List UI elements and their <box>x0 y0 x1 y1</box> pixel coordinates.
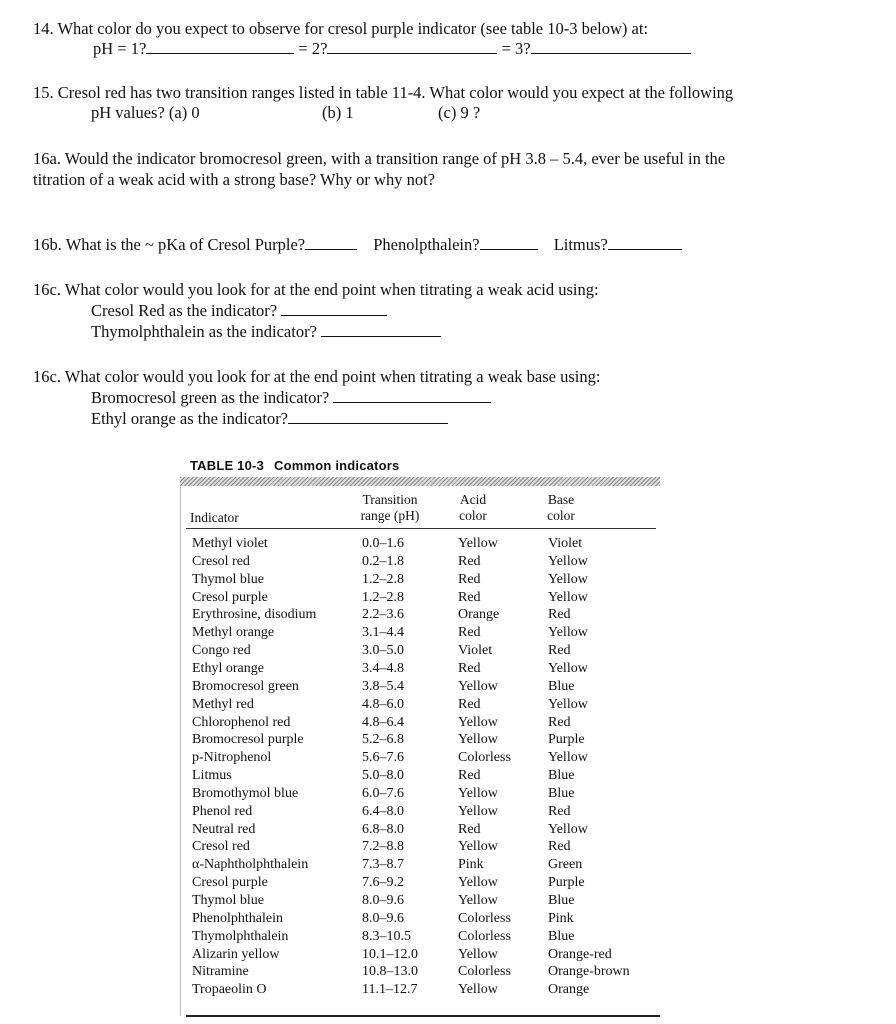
transition-range: 6.4–8.0 <box>362 803 404 819</box>
q16b-blank-2[interactable] <box>480 235 538 250</box>
transition-range: 3.4–4.8 <box>362 660 404 676</box>
table-row <box>0 821 896 839</box>
transition-range: 1.2–2.8 <box>362 571 404 587</box>
transition-range: 10.1–12.0 <box>362 946 418 962</box>
q15-c: (c) 9 ? <box>438 103 481 122</box>
q16b-litmus: Litmus? <box>553 235 608 254</box>
q16b-blank-1[interactable] <box>305 235 357 250</box>
base-color: Blue <box>548 768 575 784</box>
header-acid-1: Acid <box>459 492 487 507</box>
indicator-name: Nitramine <box>192 964 249 980</box>
q16c-acid-cresol-red <box>91 300 387 321</box>
base-color: Yellow <box>548 553 588 569</box>
q14-ph1-blank[interactable] <box>146 39 294 54</box>
acid-color: Yellow <box>458 785 498 801</box>
q14-ph2-blank[interactable] <box>327 39 497 54</box>
acid-color: Yellow <box>458 893 498 908</box>
table-row <box>0 838 896 856</box>
table-subtitle: Common indicators <box>274 458 400 473</box>
q16c-base-text: 16c. What color would you look for at the end point when titrating a weak base using: <box>33 367 601 386</box>
base-color: Blue <box>548 678 575 694</box>
acid-color: Pink <box>458 857 484 873</box>
q15-ph-values: pH values? (a) 0 <box>91 103 200 122</box>
table-row <box>0 553 896 571</box>
acid-color: Violet <box>458 643 493 659</box>
base-color: Yellow <box>548 625 588 641</box>
base-color: Red <box>548 803 571 819</box>
indicator-name: Litmus <box>192 768 232 784</box>
table-row <box>0 963 896 981</box>
indicator-name: Phenolphthalein <box>192 910 283 926</box>
base-color: Red <box>548 714 571 730</box>
indicator-name: p-Nitrophenol <box>192 750 272 766</box>
base-color: Orange-red <box>548 946 612 962</box>
table-bottom-rule <box>186 1015 660 1017</box>
q16c-acid-thymolphthalein-label: Thymolphthalein as the indicator? <box>91 322 317 341</box>
indicator-name: Thymolphthalein <box>192 928 289 944</box>
transition-range: 6.0–7.6 <box>362 785 404 801</box>
transition-range: 6.8–8.0 <box>362 821 404 837</box>
acid-color: Red <box>458 589 481 605</box>
table-row <box>0 892 896 910</box>
q16c-base-bromocresol <box>91 387 491 408</box>
table-row <box>0 571 896 589</box>
acid-color: Colorless <box>458 964 511 980</box>
acid-color: Yellow <box>458 875 498 891</box>
table-row <box>0 731 896 749</box>
q16c-base-ethyl-orange-label: Ethyl orange as the indicator? <box>91 409 289 428</box>
indicator-name: Methyl red <box>192 696 254 712</box>
transition-range: 7.3–8.7 <box>362 857 404 873</box>
indicator-name: Bromocresol purple <box>192 732 304 748</box>
indicator-name: Phenol red <box>192 803 253 819</box>
q14-ph2-label: = 2? <box>298 39 328 58</box>
table-row <box>0 696 896 714</box>
transition-range: 0.0–1.6 <box>362 536 404 551</box>
acid-color: Red <box>458 553 481 569</box>
acid-color: Colorless <box>458 750 511 766</box>
q14-ph-line <box>93 38 691 59</box>
q16b-line <box>33 234 682 255</box>
table-row <box>0 803 896 821</box>
header-acid-color <box>448 492 498 524</box>
base-color: Orange <box>548 982 590 998</box>
indicator-name: Cresol red <box>192 553 250 569</box>
indicator-name: Bromothymol blue <box>192 785 299 801</box>
base-color: Green <box>548 857 583 873</box>
transition-range: 3.8–5.4 <box>362 678 404 694</box>
table-header-band <box>180 477 660 486</box>
q16b-blank-3[interactable] <box>608 235 682 250</box>
base-color: Yellow <box>548 696 588 712</box>
q14-ph1-label: pH = 1? <box>93 39 147 58</box>
base-color: Violet <box>548 536 583 551</box>
base-color: Yellow <box>548 571 588 587</box>
transition-range: 2.2–3.6 <box>362 607 404 623</box>
base-color: Yellow <box>548 750 588 766</box>
acid-color: Colorless <box>458 928 511 944</box>
q16c-acid-thymolphthalein <box>91 321 441 342</box>
base-color: Red <box>548 607 571 623</box>
q16a-text: 16a. Would the indicator bromocresol green, with a transition range of pH 3.8 – 5.4, ever be useful in the <box>33 149 726 168</box>
table-row <box>0 767 896 785</box>
transition-range: 4.8–6.4 <box>362 714 404 730</box>
acid-color: Red <box>458 660 481 676</box>
indicator-name: Cresol purple <box>192 589 268 605</box>
indicator-name: Thymol blue <box>192 571 264 587</box>
base-color: Yellow <box>548 589 588 605</box>
base-color: Red <box>548 643 571 659</box>
table-row <box>0 785 896 803</box>
indicator-name: Neutral red <box>192 821 256 837</box>
q15-b: (b) 1 <box>322 103 354 122</box>
base-color: Pink <box>548 910 574 926</box>
q16b-cresol-purple: 16b. What is the ~ pKa of Cresol Purple? <box>33 235 306 254</box>
q16c-base-bromocresol-label: Bromocresol green as the indicator? <box>91 388 330 407</box>
table-title <box>190 458 399 473</box>
header-base-2: color <box>547 508 575 523</box>
indicator-name: α-Naphtholphthalein <box>192 857 309 873</box>
table-row <box>0 624 896 642</box>
indicator-name: Bromocresol green <box>192 678 299 694</box>
indicator-name: Congo red <box>192 643 251 659</box>
indicator-name: Thymol blue <box>192 893 264 908</box>
table-row <box>0 535 896 553</box>
acid-color: Red <box>458 821 481 837</box>
transition-range: 8.0–9.6 <box>362 893 404 908</box>
table-header-rule <box>186 528 656 529</box>
table-row <box>0 589 896 607</box>
transition-range: 11.1–12.7 <box>362 982 418 998</box>
table-row <box>0 910 896 928</box>
base-color: Blue <box>548 928 575 944</box>
table-row <box>0 928 896 946</box>
header-acid-2: color <box>459 508 487 523</box>
acid-color: Yellow <box>458 732 498 748</box>
table-row <box>0 642 896 660</box>
acid-color: Orange <box>458 607 500 623</box>
q16c-acid-blank-2[interactable] <box>321 322 441 337</box>
acid-color: Yellow <box>458 536 498 551</box>
indicator-name: Ethyl orange <box>192 660 264 676</box>
acid-color: Yellow <box>458 678 498 694</box>
acid-color: Red <box>458 696 481 712</box>
acid-color: Red <box>458 768 481 784</box>
header-transition-2: range (pH) <box>360 508 420 523</box>
q15-text: 15. Cresol red has two transition ranges listed in table 11-4. What color would you expect at the following <box>33 83 734 102</box>
base-color: Purple <box>548 732 585 748</box>
acid-color: Red <box>458 571 481 587</box>
q16c-acid-text: 16c. What color would you look for at the end point when titrating a weak acid using: <box>33 280 599 299</box>
table-row <box>0 678 896 696</box>
base-color: Purple <box>548 875 585 891</box>
transition-range: 5.0–8.0 <box>362 768 404 784</box>
table-row <box>0 874 896 892</box>
header-transition <box>352 492 428 524</box>
indicator-name: Methyl violet <box>192 536 268 551</box>
base-color: Yellow <box>548 660 588 676</box>
q16c-base-ethyl-orange <box>91 408 448 429</box>
transition-range: 7.6–9.2 <box>362 875 404 891</box>
base-color: Yellow <box>548 821 588 837</box>
indicator-name: Erythrosine, disodium <box>192 607 317 623</box>
indicator-name: Cresol red <box>192 839 250 855</box>
q14-ph3-label: = 3? <box>501 39 531 58</box>
transition-range: 1.2–2.8 <box>362 589 404 605</box>
q16a-text-2: titration of a weak acid with a strong base? Why or why not? <box>33 170 435 189</box>
base-color: Blue <box>548 785 575 801</box>
header-base-1: Base <box>547 492 575 507</box>
transition-range: 3.1–4.4 <box>362 625 404 641</box>
indicator-name: Tropaeolin O <box>192 982 267 998</box>
transition-range: 5.2–6.8 <box>362 732 404 748</box>
table-row <box>0 714 896 732</box>
q14-text: 14. What color do you expect to observe for cresol purple indicator (see table 10-3 below) at: <box>33 19 649 38</box>
transition-range: 8.0–9.6 <box>362 910 404 926</box>
acid-color: Yellow <box>458 714 498 730</box>
table-row <box>0 606 896 624</box>
transition-range: 0.2–1.8 <box>362 553 404 569</box>
header-indicator: Indicator <box>190 510 239 525</box>
transition-range: 8.3–10.5 <box>362 928 411 944</box>
base-color: Red <box>548 839 571 855</box>
table-row <box>0 981 896 999</box>
transition-range: 7.2–8.8 <box>362 839 404 855</box>
table-row <box>0 856 896 874</box>
acid-color: Yellow <box>458 982 498 998</box>
q14-ph3-blank[interactable] <box>531 39 691 54</box>
transition-range: 3.0–5.0 <box>362 643 404 659</box>
q16c-base-blank-2[interactable] <box>288 409 448 424</box>
transition-range: 5.6–7.6 <box>362 750 404 766</box>
acid-color: Yellow <box>458 946 498 962</box>
indicator-name: Alizarin yellow <box>192 946 280 962</box>
q16b-phenolpthalein: Phenolpthalein? <box>373 235 480 254</box>
acid-color: Yellow <box>458 839 498 855</box>
acid-color: Colorless <box>458 910 511 926</box>
acid-color: Red <box>458 625 481 641</box>
indicator-name: Chlorophenol red <box>192 714 291 730</box>
table-row <box>0 660 896 678</box>
q16c-acid-cresol-red-label: Cresol Red as the indicator? <box>91 301 278 320</box>
transition-range: 4.8–6.0 <box>362 696 404 712</box>
q16c-base-blank-1[interactable] <box>333 388 491 403</box>
base-color: Orange-brown <box>548 964 630 980</box>
header-transition-1: Transition <box>362 492 418 507</box>
indicator-name: Cresol purple <box>192 875 268 891</box>
header-base-color <box>538 492 584 524</box>
acid-color: Yellow <box>458 803 498 819</box>
table-number: TABLE 10-3 <box>190 458 264 473</box>
table-row <box>0 749 896 767</box>
indicator-name: Methyl orange <box>192 625 275 641</box>
transition-range: 10.8–13.0 <box>362 964 418 980</box>
table-row <box>0 946 896 964</box>
q16c-acid-blank-1[interactable] <box>281 301 387 316</box>
base-color: Blue <box>548 893 575 908</box>
